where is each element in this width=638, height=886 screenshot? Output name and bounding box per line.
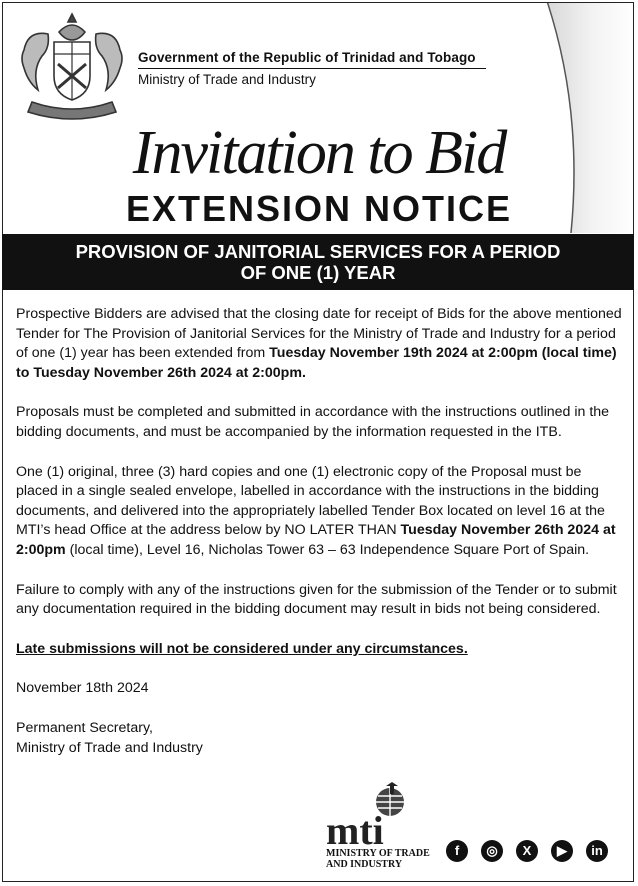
youtube-icon[interactable]: ▶ <box>551 840 573 862</box>
extension-dates: Tuesday November 19th 2024 at 2:00pm (local time) to Tuesday November 26th 2024 at 2:00pm. <box>16 345 617 381</box>
facebook-icon[interactable]: f <box>446 840 468 862</box>
submission-text: One (1) original, three (3) hard copies and one (1) electronic copy of the Proposal must be placed in a single sealed envelope, labelled in accordance with the instructions in the bidding documents, and delivered into the appropriately labelled Tender Box located on level 16 at the MTI’s head Office at the address below by NO LATER THAN <box>16 463 605 539</box>
linkedin-icon[interactable]: in <box>586 840 608 862</box>
government-heading: Government of the Republic of Trinidad and Tobago <box>138 50 476 65</box>
paragraph-submission <box>16 463 622 561</box>
mti-wordmark: mti <box>326 808 384 853</box>
extension-notice-heading: EXTENSION NOTICE <box>125 188 513 229</box>
ministry-heading: Ministry of Trade and Industry <box>138 72 316 87</box>
paragraph-extension <box>16 305 622 383</box>
late-submission-warning: Late submissions will not be considered under any circumstances. <box>16 640 468 657</box>
submission-deadline: Tuesday November 26th 2024 at 2:00pm <box>16 522 616 558</box>
instagram-icon[interactable]: ◎ <box>481 840 503 862</box>
submission-address: (local time), Level 16, Nicholas Tower 63 – 63 Independence Square Port of Spain. <box>65 541 590 558</box>
x-icon[interactable]: X <box>516 840 538 862</box>
mti-logo-name-line-1: MINISTRY OF TRADE <box>326 848 430 859</box>
signature-block <box>16 719 622 758</box>
paragraph-extension-text: Prospective Bidders are advised that the closing date for receipt of Bids for the above mentioned Tender for The Provision of Janitorial Services for the Ministry of Trade and Industry for a period of one (1) year has been extended from <box>16 306 622 362</box>
tender-title-banner <box>2 234 634 290</box>
banner-line-1: PROVISION OF JANITORIAL SERVICES FOR A PERIOD <box>75 241 561 262</box>
page-title: Invitation to Bid <box>132 119 506 187</box>
signature-ministry: Ministry of Trade and Industry <box>16 739 203 756</box>
paragraph-proposals: Proposals must be completed and submitted in accordance with the instructions outlined in the bidding documents, and must be accompanied by the information requested in the ITB. <box>16 404 610 440</box>
coat-of-arms-logo <box>14 10 130 122</box>
signature-title: Permanent Secretary, <box>16 719 153 736</box>
header-divider <box>138 68 486 69</box>
banner-line-2: OF ONE (1) YEAR <box>240 262 396 283</box>
mti-logo-name-line-2: AND INDUSTRY <box>326 859 403 870</box>
notice-date: November 18th 2024 <box>16 680 149 697</box>
mti-logo-name <box>326 848 430 870</box>
paragraph-compliance: Failure to comply with any of the instructions given for the submission of the Tender or to submit any documentation required in the bidding document may result in bids not being considered. <box>16 581 617 618</box>
notice-body <box>16 305 622 758</box>
